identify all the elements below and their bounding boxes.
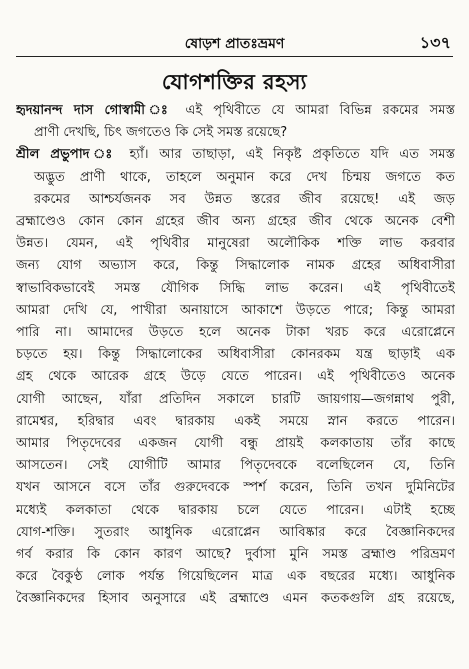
page-number: ১৩৭ [419, 33, 451, 52]
text-line [16, 144, 455, 166]
line-text: গ্রহ থেকে আরেক গ্রহে উড়ে যেতে পারেন। এই পৃথিবীতেও অনেক [16, 369, 455, 385]
running-title: ষোড়শ প্রাতঃভ্রমণ [184, 36, 285, 52]
line-text: উন্নত। যেমন, এই পৃথিবীর মানুষেরা অলৌকিক শক্তি লাভ করবার [16, 236, 455, 252]
text-line [16, 233, 455, 255]
line-text: জন্য যোগ অভ্যাস করে, কিন্তু সিদ্ধালোক নামক গ্রহের অধিবাসীরা [16, 258, 455, 274]
line-text: মধ্যেই কলকাতা থেকে দ্বারকায় চলে যেতে পারেন। এটাই হচ্ছে [16, 502, 455, 518]
text-line [16, 255, 455, 277]
line-text: রামেশ্বর, হরিদ্বার এবং দ্বারকায় একই সময়ে স্নান করতে পারেন। [16, 413, 455, 429]
text-line [16, 389, 455, 411]
line-text: যখন আসনে বসে তাঁর গুরুদেবকে স্পর্শ করেন, তিনি তখন দুমিনিটের [16, 480, 455, 496]
line-text: বৈজ্ঞানিকদের হিসাব অনুসারে এই ব্রহ্মাণ্ডে এমন কতকগুলি গ্রহ রয়েছে, [16, 591, 455, 607]
line-text: হ্যাঁ। আর তাছাড়া, এই নিকৃষ্ট প্রকৃতিতে যদি এত সমস্ত [118, 147, 455, 163]
text-line [16, 500, 455, 522]
chapter-title: যোগশক্তির রহস্য [161, 70, 308, 94]
text-line [16, 522, 455, 544]
line-text: রকমের আশ্চর্যজনক সব উন্নত স্তরের জীব রয়েছে! এই জড় [34, 191, 455, 207]
line-text: এই পৃথিবীতে যে আমরা বিভিন্ন রকমের সমস্ত [174, 103, 455, 118]
text-line [16, 477, 455, 499]
line-text: আসতেন। সেই যোগীটি আমার পিতৃদেবকে বলেছিলেন যে, তিনি [16, 458, 455, 474]
text-line [16, 566, 455, 588]
text-line [16, 167, 455, 189]
text-line [16, 100, 455, 122]
text-line [16, 588, 455, 610]
text-line [16, 344, 455, 366]
line-text: চড়তে হয়। কিন্তু সিদ্ধালোকের অধিবাসীরা কোনরকম যন্ত্র ছাড়াই এক [16, 347, 455, 363]
line-text: স্বাভাবিকভাবেই সমস্ত যৌগিক সিদ্ধি লাভ করেন। এই পৃথিবীতেই [16, 280, 455, 296]
text-line [16, 322, 455, 344]
line-text: অদ্ভুত প্রাণী থাকে, তাহলে অনুমান করে দেখ চিন্ময় জগতে কত [34, 169, 455, 185]
text-line [16, 211, 455, 233]
text-line [16, 189, 455, 211]
line-text: যোগী আছেন, যাঁরা প্রতিদিন সকালে চারটি জায়গায়—জগন্নাথ পুরী, [16, 391, 455, 407]
line-text: পারি না। আমাদের উড়তে হলে অনেক টাকা খরচ করে এরোপ্লেনে [16, 325, 455, 341]
running-header [16, 30, 453, 57]
line-text: গর্ব করার কি কোন কারণ আছে? দুর্বাসা মুনি সমস্ত ব্রহ্মাণ্ড পরিভ্রমণ [16, 547, 455, 563]
text-line [16, 300, 455, 322]
line-text: ব্রহ্মাণ্ডেও কোন কোন গ্রহের জীব অন্য গ্রহের জীব থেকে অনেক বেশী [16, 214, 455, 230]
speaker-name: শ্রীল প্রভুপাদ ঃ [16, 147, 119, 163]
line-text: প্রাণী দেখছি, চিৎ জগতেও কি সেই সমস্ত রয়েছে? [34, 125, 288, 141]
speaker-name: হৃদয়ানন্দ দাস গোস্বামী ঃ [16, 103, 175, 118]
body-text [16, 100, 455, 611]
line-text: যোগ-শক্তি। সুতরাং আধুনিক এরোপ্লেন আবিষ্কার করে বৈজ্ঞানিকদের [16, 524, 455, 540]
text-line [16, 411, 455, 433]
line-text: আমার পিতৃদেবের একজন যোগী বন্ধু প্রায়ই কলকাতায় তাঁর কাছে [16, 436, 455, 452]
text-line [16, 122, 455, 144]
text-line [16, 455, 455, 477]
text-line [16, 544, 455, 566]
text-line [16, 433, 455, 455]
line-text: আমরা দেখি যে, পাখীরা অনায়াসে আকাশে উড়তে পারে; কিন্তু আমরা [16, 302, 455, 318]
line-text: করে বৈকুণ্ঠ লোক পর্যন্ত গিয়েছিলেন মাত্র এক বছরের মধ্যে। আধুনিক [16, 569, 455, 585]
text-line [16, 366, 455, 388]
text-line [16, 278, 455, 300]
